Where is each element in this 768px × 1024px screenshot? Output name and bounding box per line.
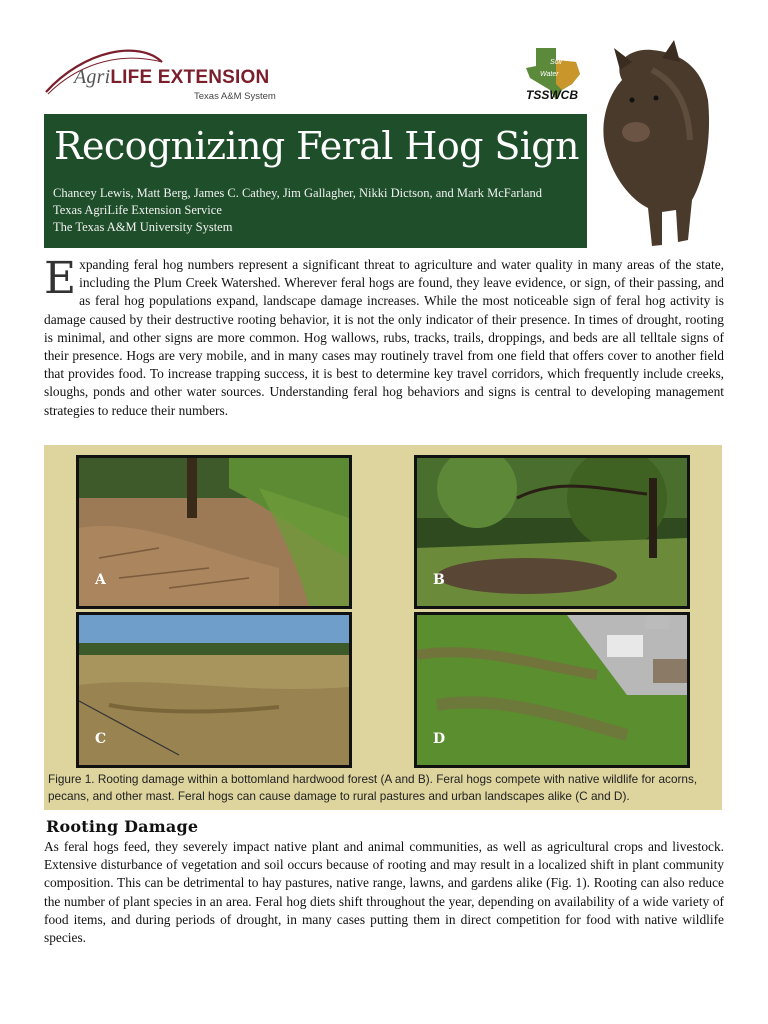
logo-soil-text: Soil <box>550 59 562 66</box>
photo-d-urban-lawn <box>414 612 690 768</box>
agrilife-logo-text <box>74 66 269 89</box>
photo-label-b: B <box>433 572 445 588</box>
logo-extension: LIFE EXTENSION <box>110 67 270 88</box>
photo-b-bottomland-forest <box>414 455 690 609</box>
page-title: Recognizing Feral Hog Sign <box>54 124 579 168</box>
intro-text: xpanding feral hog numbers represent a significant threat to agriculture and water quality in many areas of the state, including the Plum Creek Watershed. Wherever feral hogs are found, they leave evidence, or sign, of their passing, and as feral hog populations expand, landscape damage increases. While the most noticeable sign of feral hog activity is damage caused by their destructive rooting behavior, it is not the only indicator of their presence. In times of drought, rooting is minimal, and other signs are more common. Hog wallows, rubs, tracks, trails, droppings, and beds are all telltale signs of their presence. Hogs are very mobile, and in many cases may routinely travel from one field that offers cover to another field that provides food. To increase trapping success, it is best to determine key travel corridors, which frequently include creeks, sloughs, ponds and other water sources. Understanding feral hog behaviors and signs is central to developing management strategies to reduce their numbers. <box>44 257 724 418</box>
intro-paragraph <box>44 253 724 420</box>
photo-c-rural-pasture <box>76 612 352 768</box>
rooting-paragraph: As feral hogs feed, they severely impact native plant and animal communities, as well as agricultural crops and livestock. Extensive disturbance of vegetation and soil occurs because of rooting and may result in a localized shift in plant community composition. This can be detrimental to hay pastures, native range, lawns, and gardens alike (Fig. 1). Rooting can also reduce the number of plant species in an area. Feral hog diets shift throughout the year, depending on availability of a wide variety of food items, and during periods of drought, in many cases putting them in direct competition for food with native wildlife species. <box>44 839 724 946</box>
author-list: Chancey Lewis, Matt Berg, James C. Cathey, Jim Gallagher, Nikki Dictson, and Mark McFarland <box>53 186 542 200</box>
photo-label-a: A <box>95 572 106 588</box>
feral-hog-illustration <box>592 40 714 252</box>
logo-subtitle: Texas A&M System <box>194 91 276 102</box>
affiliation-university: The Texas A&M University System <box>53 220 233 234</box>
photo-label-d: D <box>433 731 446 747</box>
section-heading-rooting: Rooting Damage <box>46 817 199 836</box>
figure-panel <box>44 445 722 810</box>
tsswcb-logo-text: TSSWCB <box>526 88 578 102</box>
photo-a-forest-rooting <box>76 455 352 609</box>
figure-caption: Figure 1. Rooting damage within a bottomland hardwood forest (A and B). Feral hogs compete with native wildlife for acorns, pecans, and other mast. Feral hogs can cause damage to rural pastures and urban landscapes alike (C and D). <box>48 772 698 803</box>
logo-water-text: Water <box>540 71 559 78</box>
photo-label-c: C <box>95 731 107 747</box>
title-banner <box>44 114 587 248</box>
affiliation-extension: Texas AgriLife Extension Service <box>53 203 222 217</box>
logo-agri: Agri <box>74 66 111 88</box>
drop-cap: E <box>44 253 77 304</box>
